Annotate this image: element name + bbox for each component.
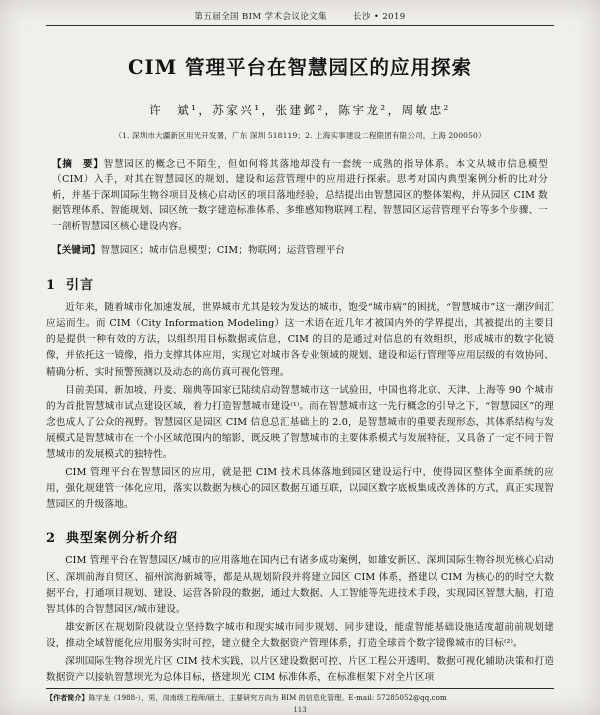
paragraph: CIM 管理平台在智慧园区的应用，就是把 CIM 技术具体落地到园区建设运行中，使得园区整体全面系统的应用，强化规建管一体化应用，落实以数据为核心的园区数据互通互联，以园区数字底板集成改善体的方式，真正实现智慧园区的升级落地。	[46, 467, 554, 511]
running-head-left: 第五届全国 BIM 学术会议论文集	[194, 12, 327, 22]
page-number: 113	[293, 706, 307, 714]
paragraph: 目前美国、新加坡、丹麦、瑞典等国家已陆续启动智慧城市这一试验田，中国也将北京、天津、上海等 90 个城市的为首批智慧城市试点建设区域，着力打造智慧城市建设⁽¹⁾。而在智慧城市这一先行概念的引导之下，“智慧园区”的理念也成人了公众的视野。智慧园区是园区 CIM 信息总汇基础上的 2.0，是智慧城市的重要表现形态，其体系结构与发展模式是智慧城市在一个小区域范围内的缩影，既反映了智慧城市的主要体系模式与发展特征，又具备了一定不同于智慧城市的发展模式的独特性。	[46, 384, 554, 461]
paragraph: CIM 管理平台在智慧园区/城市的应用落地在国内已有诸多成功案例，如雄安新区、深圳国际生物谷坝光核心启动区、深圳前海自贸区、福州滨海新城等，都是从规划阶段并将建立园区 CIM 体系，搭建以 CIM 为核心的的时空大数据平台，打通项目规划、建设、运营各阶段的数据，通过大数据、人工智能等先进技术手段，实现园区智慧大脑，打造智其体的合智慧园区/城市建设。	[46, 555, 554, 615]
paragraph: 近年来，随着城市化加速发展，世界城市尤其是较为发达的城市，饱受“城市病”的困扰，“智慧城市”这一潮汐间汇应运而生。而 CIM（City Information Modeling）这一术语在近几年才被国内外的学界提出，其被提出的主要目的是提供一种有效的方法，以组织用目标数据或信息，CIM 的目的是通过对信息的有效组织，形成城市的数字化镜像，并依托这一镜像，指力支撑其体应用，实现它对城市各专业领域的规划、建设和运行管理等应用层级的有效协同、精确分析、实时预警预测以及动态的高仿真可视化管理。	[46, 302, 554, 378]
author-list: 许 斌¹，苏家兴¹，张建邺²，陈宇龙²，周敏忠²	[149, 103, 451, 117]
abstract-label: 【摘 要】	[52, 159, 104, 170]
paragraph: 雄安新区在规划阶段就设立坚持数字城市和现实城市同步规划、同步建设，能虚智能基础设施适度超前前规划建设，推动全域智能化应用服务实时可控，建立健全大数据资产管理体系，打造全球首个数字镜像城市的目标⁽²⁾。	[46, 621, 554, 650]
section-heading-1	[46, 274, 554, 293]
abstract-text: 智慧园区的概念已不陌生，但如何将其落地却没有一套统一成熟的指导体系。本文从城市信息模型（CIM）入手，对其在智慧园区的规划、建设和运营管理中的应用进行探索。思考对国内典型案例分析的比对分析，并基于深圳国际生物谷项目及核心启动区的项目落地经验，总结提出由智慧园区的整体架构，并从园区 CIM 数据管理体系、智能规划、园区统一数字建造标准体系、多维感知物联网工程、智慧园区运营管理平台等多个步骤、一一剖析智慧园区核心建设内容。	[52, 159, 548, 232]
section-title-1: 引言	[66, 278, 95, 294]
footnote-divider	[46, 688, 554, 689]
abstract	[52, 157, 548, 234]
section-heading-2	[46, 527, 554, 546]
section-number-2: 2	[46, 531, 57, 547]
keywords	[52, 243, 548, 258]
keywords-text: 智慧园区；城市信息模型；CIM；物联网；运营管理平台	[100, 244, 345, 256]
footnote	[46, 693, 554, 703]
paragraph: 深圳国际生物谷坝光片区 CIM 技术实践，以片区建设数据可控、片区工程公开透明、数据可视化辅助决策和打造数据资产以接轨智慧坝光为总体目标，搭建坝光 CIM 标准体系，在标准框架下对全片区项	[46, 656, 554, 684]
section-number-1: 1	[46, 278, 57, 294]
affiliation: （1. 深圳市大疆新区用光开发署，广东 深圳 518119；2. 上海实事建设二程限团有限公司，上海 200050）	[114, 131, 486, 140]
footnote-text: 陈宇龙（1988-），男，岗南级工程师/硕士，主要研究方向为 BIM 的信息化管理。E-mail: 57285052@qq.com	[88, 693, 447, 702]
running-head	[46, 10, 554, 26]
running-head-right: 长沙 • 2019	[352, 12, 406, 22]
keywords-label: 【关键词】	[52, 244, 101, 256]
page-title: CIM 管理平台在智慧园区的应用探索	[127, 56, 473, 79]
section-title-2: 典型案例分析介绍	[66, 531, 179, 547]
footnote-label: 【作者简介】	[46, 692, 89, 702]
